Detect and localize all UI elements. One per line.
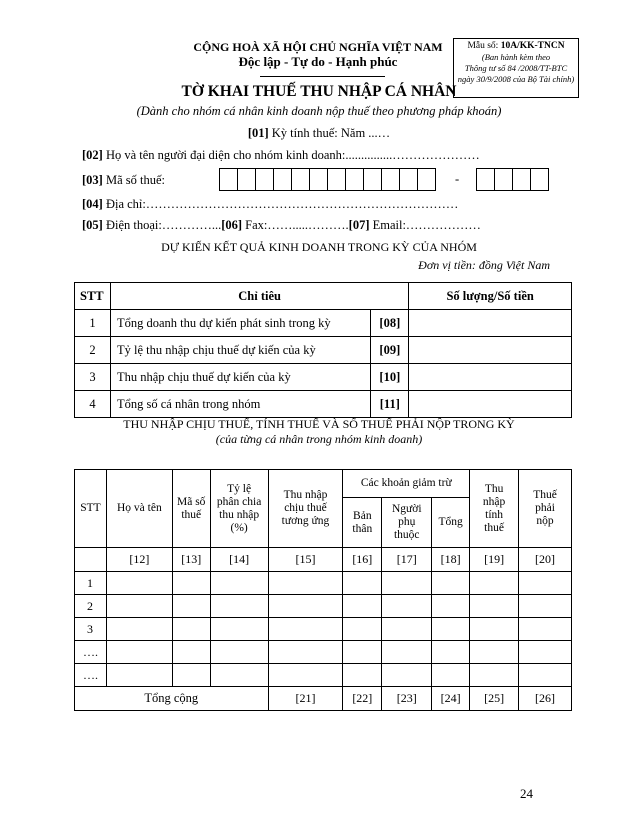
- tax-code-digit-box[interactable]: [255, 168, 274, 191]
- row-code: [08]: [371, 310, 409, 337]
- header-amount: Số lượng/Số tiền: [409, 283, 572, 310]
- table-row: [75, 664, 572, 687]
- entry-cell[interactable]: [470, 595, 519, 618]
- section1-title: DỰ KIẾN KẾT QUẢ KINH DOANH TRONG KỲ CỦA NHÓM: [161, 240, 477, 254]
- entry-cell[interactable]: [268, 664, 343, 687]
- table-row: [75, 310, 572, 337]
- fax-field[interactable]: Fax:…….....……….: [245, 218, 349, 232]
- tax-code-digit-box[interactable]: [327, 168, 346, 191]
- table-row: [75, 337, 572, 364]
- entry-cell[interactable]: [470, 572, 519, 595]
- representative-name-field[interactable]: Họ và tên người đại diện cho nhóm kinh doanh:...............…………………: [105, 148, 480, 162]
- total-code: [22]: [343, 687, 382, 711]
- tax-code-label: Mã số thuế:: [105, 173, 165, 187]
- entry-cell[interactable]: [210, 618, 268, 641]
- tax-code-dash: -: [455, 172, 460, 186]
- tax-period-field[interactable]: Kỳ tính thuế: Năm ...…: [271, 126, 391, 140]
- table-header-row: [75, 470, 572, 498]
- table-row: [75, 618, 572, 641]
- header-ratio-line: Tỷ lệ: [227, 482, 252, 495]
- row-stt: 3: [75, 364, 111, 391]
- header-assessable-income: [470, 470, 519, 548]
- field-code-05: [05]: [82, 218, 103, 232]
- tax-code-digit-box[interactable]: [219, 168, 238, 191]
- tax-code-suffix-box[interactable]: [476, 168, 495, 191]
- tax-code-digit-box[interactable]: [237, 168, 256, 191]
- entry-cell[interactable]: [432, 641, 470, 664]
- code-cell: [12]: [106, 548, 172, 572]
- entry-cell[interactable]: [172, 572, 210, 595]
- header-payable-line: Thuế: [533, 489, 557, 501]
- entry-cell[interactable]: [519, 618, 572, 641]
- entry-cell[interactable]: [470, 641, 519, 664]
- header-assessable-line: tính: [485, 508, 504, 521]
- total-row: [75, 687, 572, 711]
- row-stt: 1: [75, 572, 107, 595]
- entry-cell[interactable]: [172, 618, 210, 641]
- header-tax-code: [172, 470, 210, 548]
- table-row: [75, 595, 572, 618]
- tax-code-suffix-box[interactable]: [530, 168, 549, 191]
- row-value-cell[interactable]: [409, 310, 572, 337]
- code-cell: [19]: [470, 548, 519, 572]
- code-cell: [18]: [432, 548, 470, 572]
- header-self-line: Bản: [353, 509, 372, 522]
- entry-cell[interactable]: [343, 641, 382, 664]
- header-dependents-line: phụ: [398, 516, 416, 528]
- tax-code-suffix-box[interactable]: [494, 168, 513, 191]
- table-row: [75, 641, 572, 664]
- tax-code-digit-box[interactable]: [417, 168, 436, 191]
- field-code-07: [07]: [348, 218, 370, 232]
- entry-cell[interactable]: [382, 572, 432, 595]
- entry-cell[interactable]: [210, 641, 268, 664]
- representative-name-line: [82, 148, 480, 163]
- entry-cell[interactable]: [343, 664, 382, 687]
- entry-cell[interactable]: [268, 595, 343, 618]
- row-stt: 2: [75, 337, 111, 364]
- code-cell: [13]: [172, 548, 210, 572]
- code-cell: [20]: [519, 548, 572, 572]
- table-header-row: [75, 283, 572, 310]
- entry-cell[interactable]: [210, 572, 268, 595]
- entry-cell[interactable]: [210, 595, 268, 618]
- document-subtitle: (Dành cho nhóm cá nhân kinh doanh nộp thuế theo phương pháp khoán): [136, 104, 502, 118]
- entry-cell[interactable]: [210, 664, 268, 687]
- row-stt: 1: [75, 310, 111, 337]
- row-stt: 2: [75, 595, 107, 618]
- total-label: Tổng cộng: [75, 687, 269, 711]
- header-ratio-line: thu nhập: [219, 508, 260, 521]
- entry-cell[interactable]: [470, 618, 519, 641]
- field-code-03: [03]: [82, 173, 103, 187]
- header-ratio-line: phân chia: [216, 495, 262, 508]
- code-cell: [16]: [343, 548, 382, 572]
- tax-period-line: [0, 126, 638, 141]
- header-assessable-line: thuế: [484, 521, 504, 534]
- code-cell: [17]: [382, 548, 432, 572]
- row-code: [10]: [371, 364, 409, 391]
- header-payable-line: nộp: [536, 515, 554, 527]
- entry-cell[interactable]: [106, 641, 172, 664]
- entry-cell[interactable]: [519, 572, 572, 595]
- form-code: 10A/KK-TNCN: [500, 41, 565, 51]
- header-assessable-line: nhập: [482, 495, 506, 508]
- row-stt: 4: [75, 391, 111, 418]
- email-field[interactable]: Email:………………: [372, 218, 481, 232]
- total-code: [25]: [470, 687, 519, 711]
- header-income-line: Thu nhập: [283, 489, 328, 501]
- code-cell-empty: [75, 548, 107, 572]
- entry-cell[interactable]: [172, 641, 210, 664]
- form-issued-line2: Thông tư số 84 /2008/TT-BTC: [464, 63, 568, 73]
- table-row: [75, 572, 572, 595]
- header-dependents-line: thuộc: [393, 529, 420, 541]
- entry-cell[interactable]: [343, 572, 382, 595]
- code-cell: [14]: [210, 548, 268, 572]
- header-ratio-line: (%): [230, 521, 248, 534]
- entry-cell[interactable]: [470, 664, 519, 687]
- tax-code-digit-box[interactable]: [399, 168, 418, 191]
- field-code-02: [02]: [82, 148, 103, 162]
- form-issued-line3: ngày 30/9/2008 của Bộ Tài chính): [457, 74, 575, 84]
- header-indicator: Chỉ tiêu: [110, 283, 408, 310]
- entry-cell[interactable]: [172, 595, 210, 618]
- row-code: [11]: [371, 391, 409, 418]
- tax-code-digit-box[interactable]: [381, 168, 400, 191]
- tax-code-digit-box[interactable]: [363, 168, 382, 191]
- tax-code-digit-box[interactable]: [273, 168, 292, 191]
- row-code: [09]: [371, 337, 409, 364]
- entry-cell[interactable]: [106, 572, 172, 595]
- header-self: [343, 498, 382, 548]
- entry-cell[interactable]: [268, 618, 343, 641]
- tax-code-suffix-box[interactable]: [512, 168, 531, 191]
- contact-line: [82, 218, 481, 233]
- header-payable-line: phải: [535, 502, 555, 514]
- code-row: [75, 548, 572, 572]
- entry-cell[interactable]: [268, 572, 343, 595]
- tax-code-boxes[interactable]: [220, 168, 436, 191]
- individual-tax-table: [74, 469, 572, 711]
- entry-cell[interactable]: [519, 664, 572, 687]
- entry-cell[interactable]: [106, 618, 172, 641]
- code-cell: [15]: [268, 548, 343, 572]
- header-self-line: thân: [352, 522, 373, 535]
- page-number: 24: [520, 786, 533, 801]
- row-label: Tổng số cá nhân trong nhóm: [110, 391, 370, 418]
- entry-cell[interactable]: [106, 595, 172, 618]
- tax-code-digit-box[interactable]: [309, 168, 328, 191]
- header-assessable-line: Thu: [484, 482, 504, 495]
- tax-code-digit-box[interactable]: [291, 168, 310, 191]
- form-code-label: Mẫu số:: [467, 41, 499, 51]
- row-label: Tổng doanh thu dự kiến phát sinh trong kỳ: [110, 310, 370, 337]
- entry-cell[interactable]: [382, 664, 432, 687]
- document-title: TỜ KHAI THUẾ THU NHẬP CÁ NHÂN: [181, 83, 457, 100]
- tax-code-digit-box[interactable]: [345, 168, 364, 191]
- entry-cell[interactable]: [432, 618, 470, 641]
- row-stt: ….: [75, 664, 107, 687]
- total-code: [24]: [432, 687, 470, 711]
- row-value-cell[interactable]: [409, 391, 572, 418]
- header-deductions: Các khoản giảm trừ: [343, 470, 470, 498]
- entry-cell[interactable]: [432, 595, 470, 618]
- header-income-line: chịu thuế: [284, 502, 327, 514]
- header-dependents-line: Người: [391, 503, 422, 515]
- row-value-cell[interactable]: [409, 364, 572, 391]
- field-code-06: [06]: [221, 218, 243, 232]
- header-total: Tổng: [432, 498, 470, 548]
- business-forecast-table: [74, 282, 572, 418]
- nation-name: CỘNG HOÀ XÃ HỘI CHỦ NGHĨA VIỆT NAM: [193, 40, 443, 54]
- phone-field[interactable]: Điện thoại:…………...: [105, 218, 222, 232]
- entry-cell[interactable]: [106, 664, 172, 687]
- motto: Độc lập - Tự do - Hạnh phúc: [238, 54, 398, 69]
- tax-code-suffix-boxes[interactable]: [477, 168, 549, 191]
- header-income-line: tương ứng: [281, 515, 330, 527]
- entry-cell[interactable]: [382, 641, 432, 664]
- header-income-ratio: [210, 470, 268, 548]
- row-label: Thu nhập chịu thuế dự kiến của kỳ: [110, 364, 370, 391]
- form-issued-line1: (Ban hành kèm theo: [481, 52, 551, 62]
- entry-cell[interactable]: [382, 595, 432, 618]
- row-label: Tỷ lệ thu nhập chịu thuế dự kiến của kỳ: [110, 337, 370, 364]
- section2-subtitle: (của từng cá nhân trong nhóm kinh doanh): [215, 432, 423, 446]
- field-code-04: [04]: [82, 197, 103, 211]
- table-row: [75, 364, 572, 391]
- entry-cell[interactable]: [343, 618, 382, 641]
- entry-cell[interactable]: [519, 641, 572, 664]
- total-code: [23]: [382, 687, 432, 711]
- currency-unit: Đơn vị tiền: đồng Việt Nam: [418, 258, 550, 272]
- row-value-cell[interactable]: [409, 337, 572, 364]
- tax-code-line: [82, 173, 165, 188]
- header-stt: STT: [75, 283, 111, 310]
- section2-title: THU NHẬP CHỊU THUẾ, TÍNH THUẾ VÀ SỐ THUẾ PHẢI NỘP TRONG KỲ: [123, 417, 515, 431]
- entry-cell[interactable]: [432, 572, 470, 595]
- header-taxable-income: [268, 470, 343, 548]
- entry-cell[interactable]: [172, 664, 210, 687]
- total-code: [21]: [268, 687, 343, 711]
- address-line: [82, 197, 458, 212]
- header-stt: STT: [75, 470, 107, 548]
- table-row: [75, 391, 572, 418]
- motto-underline: [260, 76, 385, 77]
- entry-cell[interactable]: [519, 595, 572, 618]
- header-name: Họ và tên: [106, 470, 172, 548]
- entry-cell[interactable]: [432, 664, 470, 687]
- address-field[interactable]: Địa chỉ:…………………………………………………………………: [105, 197, 459, 211]
- entry-cell[interactable]: [343, 595, 382, 618]
- row-stt: 3: [75, 618, 107, 641]
- header-tax-payable: [519, 470, 572, 548]
- entry-cell[interactable]: [268, 641, 343, 664]
- entry-cell[interactable]: [382, 618, 432, 641]
- field-code-01: [01]: [247, 126, 269, 140]
- header-tax-code-line: thuế: [181, 508, 202, 521]
- total-code: [26]: [519, 687, 572, 711]
- row-stt: ….: [75, 641, 107, 664]
- header-dependents: [382, 498, 432, 548]
- header-tax-code-line: Mã số: [177, 495, 206, 508]
